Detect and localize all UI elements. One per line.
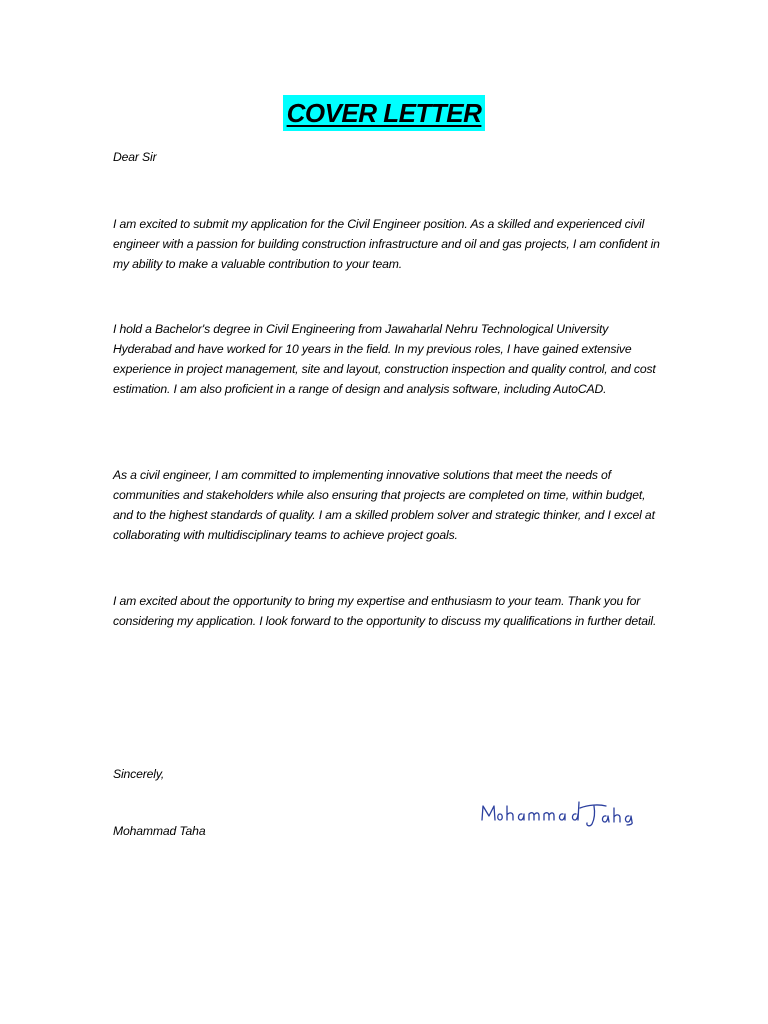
paragraph-2: I hold a Bachelor's degree in Civil Engineering from Jawaharlal Nehru Technological University Hyderabad and have worked for 10 years in the field. In my previous roles, I have gained extensive experience in project management, site and layout, construction inspection and quality control, and cost estimation. I am also proficient in a range of design and analysis software, including AutoCAD. bbox=[113, 322, 656, 396]
greeting: Dear Sir bbox=[113, 150, 157, 164]
paragraph-4: I am excited about the opportunity to bring my expertise and enthusiasm to your team. Thank you for considering my application. I look forward to the opportunity to discuss my qualifications in further detail. bbox=[113, 594, 657, 628]
closing: Sincerely, bbox=[113, 767, 165, 781]
paragraph-3: As a civil engineer, I am committed to implementing innovative solutions that meet the needs of communities and stakeholders while also ensuring that projects are completed on time, within budget, and to the highest standards of quality. I am a skilled problem solver and strategic thinker, and I excel at collaborating with multidisciplinary teams to achieve project goals. bbox=[113, 468, 655, 542]
page-title: COVER LETTER bbox=[283, 95, 486, 131]
title-container bbox=[0, 95, 768, 131]
paragraph-1: I am excited to submit my application for the Civil Engineer position. As a skilled and experienced civil engineer with a passion for building construction infrastructure and oil and gas projects, I am confident in my ability to make a valuable contribution to your team. bbox=[113, 217, 660, 271]
signatory-name: Mohammad Taha bbox=[113, 824, 206, 838]
